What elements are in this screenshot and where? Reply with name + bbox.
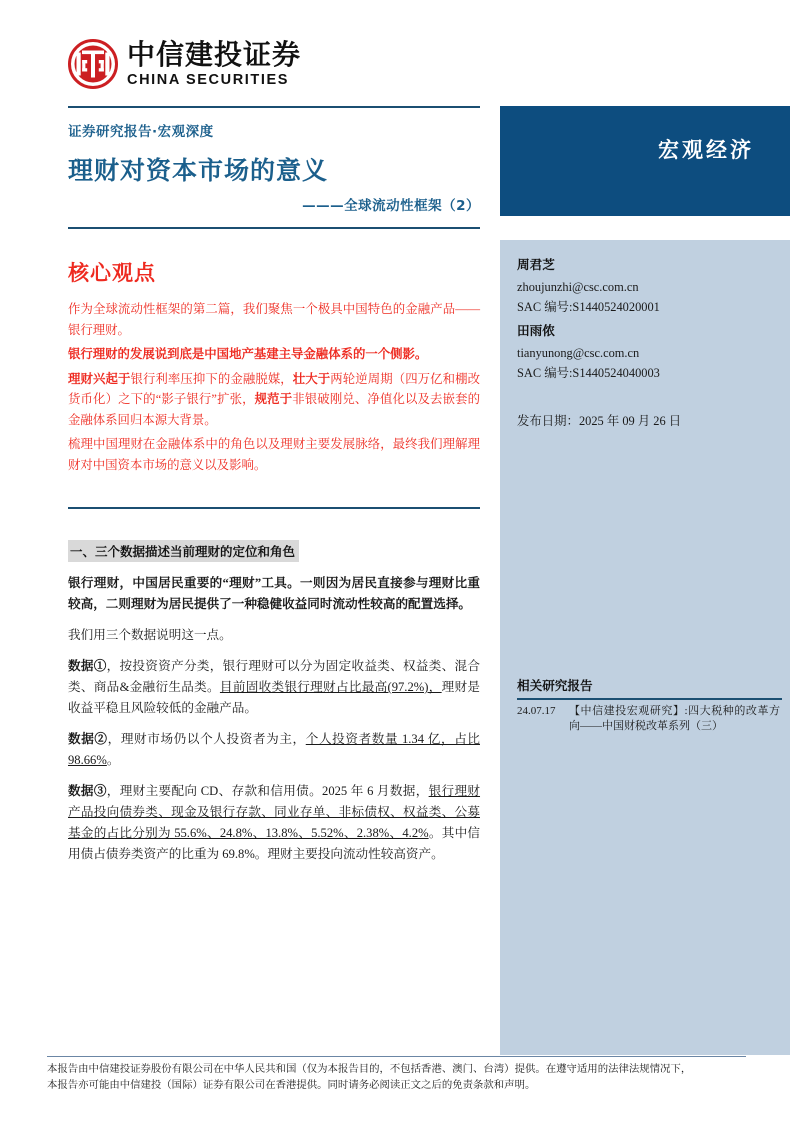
brand-name-cn: 中信建投证券 (127, 37, 302, 71)
publish-date (517, 411, 776, 429)
core-viewpoint-body (68, 299, 480, 475)
section-one-text: 数据③ (68, 784, 107, 798)
section-one-heading: 一、三个数据描述当前理财的定位和角色 (68, 540, 299, 562)
core-text: 理财兴起于 (68, 371, 131, 386)
analyst-email[interactable]: zhoujunzhi@csc.com.cn (517, 280, 639, 294)
divider-under-logo (68, 106, 480, 108)
section-one-text: 目前固收类银行理财占比最高(97.2%)， (219, 680, 442, 694)
category-badge-label: 宏观经济 (658, 138, 754, 162)
brand-logo (68, 36, 480, 92)
footer-disclaimer-line-1: 本报告由中信建投证券股份有限公司在中华人民共和国（仅为本报告目的，不包括香港、澳门、台湾）提供。在遵守适用的法律法规情况下， (47, 1064, 692, 1075)
related-report-date: 24.07.17 (517, 705, 556, 717)
section-one-text: 。其中信用债占债券类资产的比重为 69.8%。理财主要投向流动性较高资产。 (68, 826, 481, 861)
core-text: 壮大于 (292, 371, 331, 386)
section-one-paragraph (68, 656, 480, 719)
core-text: 非银破刚兑、净值化以及去嵌套的金融体系回归本源大背景。 (68, 392, 481, 427)
section-one-paragraph (68, 625, 480, 646)
core-paragraph (68, 434, 480, 475)
analyst-sac-number: SAC 编号:S1440524040003 (517, 366, 660, 380)
related-reports-heading: 相关研究报告 (517, 678, 593, 693)
core-text: 梳理中国理财在金融体系中的角色以及理财主要发展脉络，最终我们理解理财对中国资本市场的意义以及影响。 (68, 437, 480, 472)
publish-date-label: 发布日期： (517, 414, 579, 428)
section-one-text: ，理财主要配向 CD、存款和信用债。2025 年 6 月数据， (106, 784, 429, 798)
analyst-entry (517, 254, 776, 317)
divider-footer (47, 1056, 746, 1057)
section-one-text: 个人投资者数量 1.34 亿，占比 98.66% (68, 732, 480, 767)
section-one-paragraph (68, 729, 480, 771)
core-text: 作为全球流动性框架的第二篇，我们聚焦一个极具中国特色的金融产品——银行理财。 (68, 302, 480, 337)
analyst-sac-number: SAC 编号:S1440524020001 (517, 300, 660, 314)
related-reports-list (500, 700, 790, 734)
section-one-body (68, 573, 480, 865)
report-kicker: 证券研究报告·宏观深度 (68, 124, 214, 140)
core-text: 规范于 (254, 392, 293, 406)
page-title: 理财对资本市场的意义 (68, 156, 329, 185)
section-one-text: ，按投资资产分类，银行理财可以分为固定收益类、权益类、混合类、商品&金融衍生品类。 (68, 659, 481, 694)
core-paragraph (68, 344, 480, 365)
analyst-name: 周君芝 (517, 257, 555, 272)
core-text: 银行理财的发展说到底是中国地产基建主导金融体系的一个侧影。 (68, 347, 428, 361)
page-subtitle: ———全球流动性框架（2） (302, 198, 480, 214)
analyst-name: 田雨侬 (517, 323, 555, 338)
analyst-entry (517, 320, 776, 383)
section-one-text: 数据① (68, 659, 107, 673)
core-text: 银行利率压抑下的金融脱媒， (130, 371, 293, 386)
core-viewpoint-heading: 核心观点 (68, 261, 156, 285)
analyst-email[interactable]: tianyunong@csc.com.cn (517, 346, 640, 360)
analyst-panel (500, 240, 790, 1055)
citic-circle-logo-icon (68, 39, 118, 89)
section-one-text: ，理财市场仍以个人投资者为主， (107, 732, 306, 746)
brand-name-en: CHINA SECURITIES (127, 71, 290, 88)
divider-under-title (68, 227, 480, 229)
section-one-paragraph (68, 781, 480, 865)
related-report-title[interactable]: 【中信建投宏观研究】:四大税种的改革方向——中国财税改革系列（三） (569, 705, 780, 732)
section-one-text: 我们用三个数据说明这一点。 (68, 628, 232, 642)
section-one-text: 数据② (68, 732, 108, 746)
related-reports (500, 675, 790, 734)
core-text: 两轮逆周期（四万亿和棚改货币化）之下的“影子银行”扩张， (68, 371, 481, 406)
divider-under-core (68, 507, 480, 509)
publish-date-value: 2025 年 09 月 26 日 (578, 414, 682, 428)
core-paragraph (68, 369, 480, 431)
section-one-paragraph (68, 573, 480, 615)
category-badge (500, 106, 790, 216)
footer-disclaimer-line-2: 本报告亦可能由中信建投（国际）证券有限公司在香港提供。同时请务必阅读正文之后的免责条款和声明。 (47, 1080, 536, 1091)
section-one-text: 。 (106, 753, 120, 767)
brand-wordmark (127, 37, 302, 89)
related-report-item[interactable] (500, 700, 790, 734)
footer-disclaimer (47, 1062, 746, 1094)
left-column (68, 36, 480, 875)
section-one-text: 理财是收益平稳且风险较低的金融产品。 (68, 680, 481, 715)
section-one-text: 银行理财产品投向债券类、现金及银行存款、同业存单、非标债权、权益类、公募基金的占比分别为 55.6%、24.8%、13.8%、5.52%、2.38%、4.2% (68, 784, 481, 840)
core-paragraph (68, 299, 480, 340)
analyst-panel-inner (517, 254, 776, 429)
section-one-text: 银行理财，中国居民重要的“理财”工具。一则因为居民直接参与理财比重较高，二则理财为居民提供了一种稳健收益同时流动性较高的配置选择。 (68, 576, 480, 611)
analyst-list (517, 254, 776, 383)
